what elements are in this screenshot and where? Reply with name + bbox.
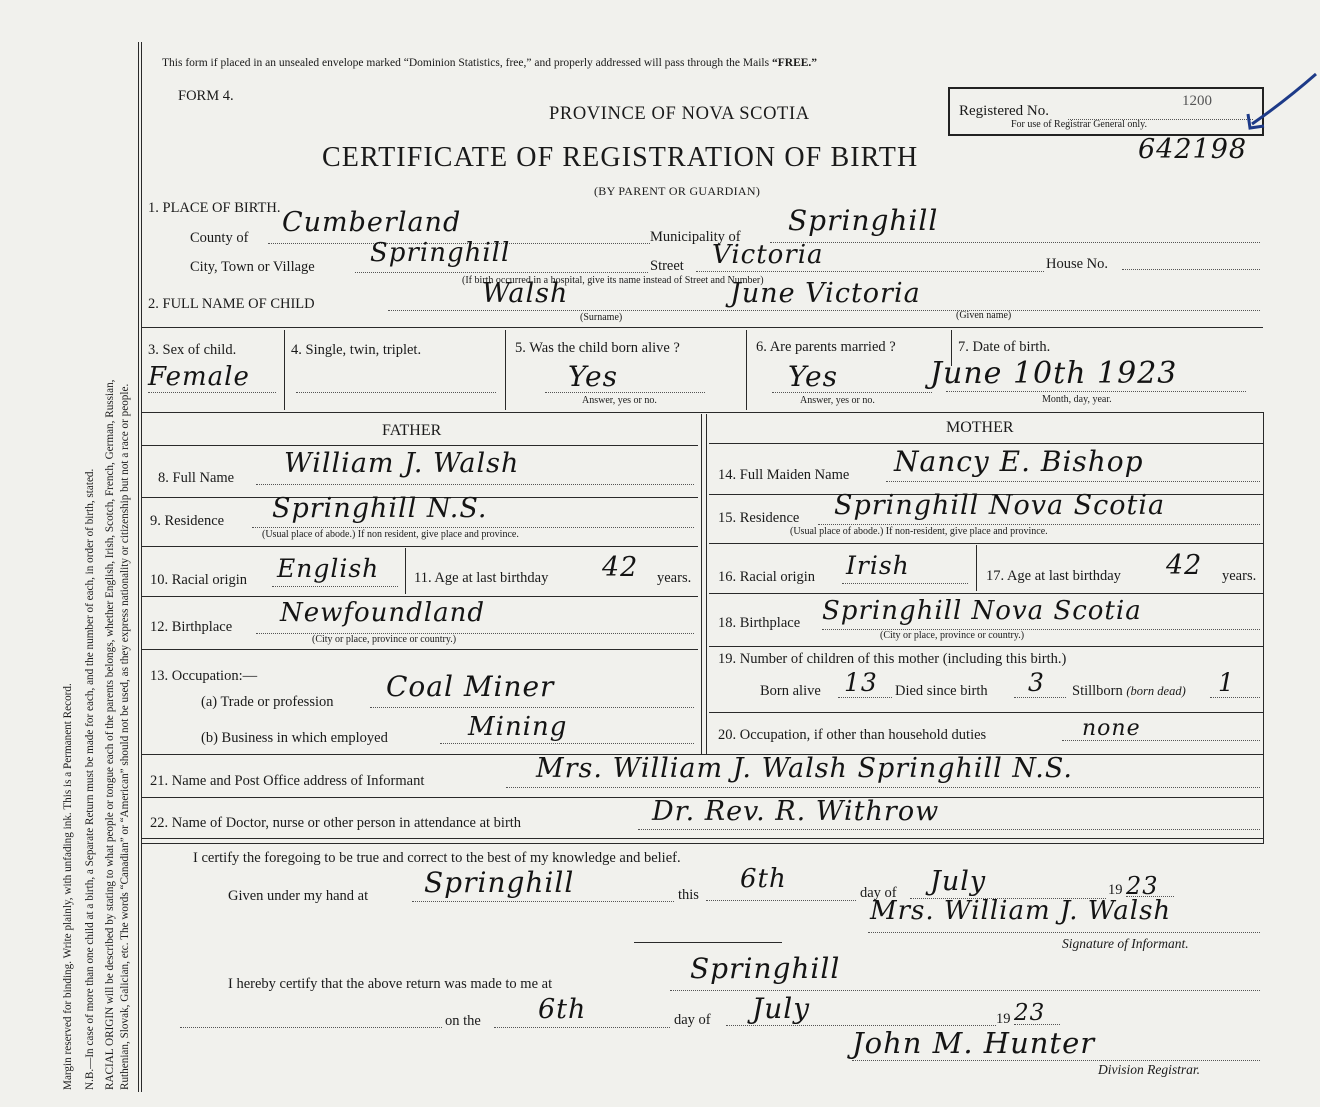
born-alive-note: Answer, yes or no. — [582, 395, 657, 406]
father-birthplace-label: 12. Birthplace — [150, 619, 233, 635]
father-race-value: English — [277, 554, 380, 583]
rule-5b — [141, 843, 1263, 844]
married-line — [772, 392, 932, 393]
father-residence-label: 9. Residence — [150, 513, 225, 529]
mother-died-value: 3 — [1028, 668, 1045, 697]
municipality-value: Springhill — [788, 204, 939, 237]
street-label: Street — [650, 258, 684, 274]
mother-occupation-label: 20. Occupation, if other than household duties — [718, 727, 987, 743]
registrar-place-line — [670, 990, 1260, 991]
father-occupation-label: 13. Occupation:— — [150, 668, 258, 684]
dob-value: June 10th 1923 — [930, 356, 1178, 391]
registrar-title: Division Registrar. — [1098, 1062, 1201, 1077]
mother-name-label: 14. Full Maiden Name — [718, 467, 850, 483]
checkmark-arrow-icon — [1238, 70, 1320, 134]
father-heading-rule — [141, 445, 698, 446]
mail-notice-text: This form if placed in an unsealed envelope marked “Dominion Statistics, free,” and properly addressed will pass through the Mails — [162, 57, 770, 69]
married-value: Yes — [788, 360, 838, 393]
registrar-day-of-label: day of — [674, 1012, 711, 1028]
province-heading: PROVINCE OF NOVA SCOTIA — [549, 104, 810, 124]
rule-v-3 — [746, 330, 747, 410]
form-right-border — [1263, 412, 1264, 844]
father-race-label: 10. Racial origin — [150, 572, 248, 588]
column-divider-inner — [706, 414, 707, 754]
child-given-name: June Victoria — [730, 278, 921, 309]
side-note-racial-2: Ruthenian, Slovak, Galician, etc. The words “Canadian” or “American” should not be used, as they express nationality or citizenship but not a race or people. — [119, 383, 131, 1090]
surname-note: (Surname) — [580, 312, 623, 323]
given-place-line — [412, 901, 674, 902]
mother-born-alive-label: Born alive — [760, 683, 821, 699]
born-alive-label: 5. Was the child born alive ? — [515, 340, 680, 356]
informant-signature-label: Signature of Informant. — [1062, 936, 1189, 951]
mother-rule-5 — [709, 712, 1263, 713]
mother-heading-rule — [709, 443, 1263, 444]
column-divider — [701, 414, 702, 754]
registrar-day-line — [494, 1027, 670, 1028]
mother-stillborn-line — [1210, 697, 1260, 698]
side-note-margin: Margin reserved for binding. Write plainly, with unfading ink. This is a Permanent Record. — [62, 683, 74, 1090]
given-month-value: July — [930, 866, 987, 897]
informant-signature: Mrs. William J. Walsh — [870, 896, 1172, 926]
given-under-label: Given under my hand at — [228, 888, 369, 904]
section-divider — [634, 942, 782, 943]
mother-rule-3 — [709, 593, 1263, 594]
given-day-line — [706, 900, 856, 901]
child-name-line — [388, 310, 1260, 311]
mother-age-label: 17. Age at last birthday — [986, 568, 1121, 584]
mother-died-label: Died since birth — [895, 683, 988, 699]
mother-birthplace-note: (City or place, province or country.) — [880, 630, 1025, 641]
mother-race-value: Irish — [846, 551, 910, 580]
father-residence-value: Springhill N.S. — [272, 493, 488, 524]
child-surname: Walsh — [482, 278, 569, 309]
registered-note: For use of Registrar General only. — [1011, 119, 1147, 130]
father-age-value: 42 — [602, 552, 639, 583]
mother-stillborn-value: 1 — [1218, 668, 1235, 697]
father-business-label: (b) Business in which employed — [201, 730, 388, 746]
father-birthplace-note: (City or place, province or country.) — [312, 634, 457, 645]
mother-heading: MOTHER — [946, 419, 1014, 436]
city-label: City, Town or Village — [190, 259, 315, 275]
hospital-note: (If birth occurred in a hospital, give its name instead of Street and Number) — [462, 275, 764, 286]
given-day-of-label: day of — [860, 885, 897, 901]
registered-line — [1068, 119, 1253, 120]
plurality-line — [296, 392, 496, 393]
dob-note: Month, day, year. — [1042, 394, 1112, 405]
father-heading: FATHER — [382, 422, 442, 439]
doctor-label: 22. Name of Doctor, nurse or other person in attendance at birth — [150, 815, 522, 831]
father-birthplace-value: Newfoundland — [280, 598, 486, 628]
given-this-label: this — [678, 887, 699, 903]
informant-label: 21. Name and Post Office address of Informant — [150, 773, 425, 789]
form-left-border-inner — [141, 42, 142, 1092]
informant-value: Mrs. William J. Walsh Springhill N.S. — [536, 753, 1074, 784]
given-year-value: 23 — [1126, 872, 1159, 900]
father-rule-2 — [141, 546, 698, 547]
mother-race-label: 16. Racial origin — [718, 569, 816, 585]
mother-name-line — [886, 481, 1260, 482]
father-name-value: William J. Walsh — [284, 448, 520, 479]
mother-race-line — [842, 583, 968, 584]
mother-rule-2 — [709, 543, 1263, 544]
registrar-year-prefix: 19 — [996, 1011, 1011, 1027]
mother-residence-value: Springhill Nova Scotia — [834, 490, 1166, 521]
rule-2 — [141, 412, 1263, 413]
father-name-line — [256, 484, 694, 485]
registrar-place-value: Springhill — [690, 952, 841, 985]
sex-label: 3. Sex of child. — [148, 342, 237, 358]
born-alive-line — [545, 392, 705, 393]
mother-children-label: 19. Number of children of this mother (including this birth.) — [718, 651, 1067, 667]
mother-stillborn-label — [1072, 683, 1186, 700]
given-place-value: Springhill — [424, 866, 575, 899]
dob-label: 7. Date of birth. — [958, 339, 1051, 355]
form-left-border — [138, 42, 139, 1092]
registered-label: Registered No. — [959, 103, 1049, 119]
registrar-statement: I hereby certify that the above return was made to me at — [228, 976, 553, 992]
father-trade-label: (a) Trade or profession — [201, 694, 334, 710]
mother-born-alive-line — [838, 697, 892, 698]
registrar-year-line — [1014, 1024, 1060, 1025]
registration-number-handwritten: 642198 — [1138, 134, 1248, 165]
given-name-note: (Given name) — [956, 310, 1012, 321]
informant-line — [506, 787, 1260, 788]
mother-residence-label: 15. Residence — [718, 510, 800, 526]
mother-stillborn-text: Stillborn — [1072, 683, 1123, 699]
mail-notice-free: “FREE.” — [771, 57, 818, 69]
sex-line — [148, 392, 276, 393]
mother-rule-4 — [709, 646, 1263, 647]
page-title: CERTIFICATE OF REGISTRATION OF BIRTH — [322, 142, 919, 173]
place-of-birth-label: 1. PLACE OF BIRTH. — [148, 200, 281, 216]
father-trade-value: Coal Miner — [386, 670, 555, 703]
given-year-prefix: 19 — [1108, 882, 1123, 898]
mother-stillborn-note: (born dead) — [1126, 684, 1186, 698]
registrar-month-value: July — [752, 992, 811, 1025]
county-label: County of — [190, 230, 249, 246]
mother-race-divider — [976, 545, 977, 591]
dob-line — [946, 391, 1246, 392]
mail-notice — [162, 57, 817, 69]
side-note-racial-1: RACIAL ORIGIN will be described by stating to what people or tongue each of the parents belongs, whether English, Irish, Scotch, French, German, Russian, — [104, 379, 116, 1090]
father-name-label: 8. Full Name — [158, 470, 235, 486]
registered-stamp: 1200 — [1182, 93, 1212, 109]
doctor-line — [638, 829, 1260, 830]
form-number: FORM 4. — [178, 88, 234, 104]
registrar-day-value: 6th — [538, 994, 587, 1025]
father-rule-3 — [141, 596, 698, 597]
mother-residence-note: (Usual place of abode.) If non-resident, give place and province. — [790, 526, 1048, 537]
street-value: Victoria — [712, 240, 824, 270]
rule-1 — [141, 327, 1263, 328]
municipality-line — [770, 242, 1260, 243]
mother-name-value: Nancy E. Bishop — [894, 445, 1144, 478]
registrar-signature-line — [852, 1060, 1260, 1061]
informant-signature-line — [868, 932, 1260, 933]
rule-v-1 — [284, 330, 285, 410]
father-race-line — [272, 586, 398, 587]
county-value: Cumberland — [282, 207, 462, 238]
father-age-label: 11. Age at last birthday — [414, 570, 549, 586]
mother-age-years: years. — [1222, 568, 1257, 584]
side-note-nb: N.B.—In case of more than one child at a birth, a Separate Return must be made for each, and the number of each, in order of birth, stated. — [84, 468, 96, 1090]
mother-residence-line — [818, 524, 1260, 525]
registrar-signature: John M. Hunter — [852, 1026, 1096, 1060]
registered-box — [948, 87, 1264, 136]
father-age-years: years. — [657, 570, 692, 586]
house-line — [1122, 269, 1260, 270]
rule-5 — [141, 838, 1263, 839]
certification-statement: I certify the foregoing to be true and correct to the best of my knowledge and belief. — [193, 850, 681, 866]
father-residence-note: (Usual place of abode.) If non resident, give place and province. — [262, 529, 519, 540]
city-value: Springhill — [370, 238, 511, 268]
municipality-label: Municipality of — [650, 229, 741, 245]
mother-born-alive-value: 13 — [844, 668, 878, 697]
mother-occupation-value: none — [1082, 716, 1141, 741]
registrar-year-value: 23 — [1014, 1000, 1046, 1026]
father-business-value: Mining — [468, 712, 568, 742]
married-label: 6. Are parents married ? — [756, 339, 896, 355]
page-subtitle: (BY PARENT OR GUARDIAN) — [594, 184, 761, 198]
father-trade-line — [370, 707, 694, 708]
sex-value: Female — [148, 362, 250, 392]
child-name-label: 2. FULL NAME OF CHILD — [148, 296, 315, 312]
father-rule-4 — [141, 649, 698, 650]
mother-birthplace-value: Springhill Nova Scotia — [822, 596, 1142, 626]
father-business-line — [440, 743, 694, 744]
plurality-label: 4. Single, twin, triplet. — [291, 342, 422, 358]
born-alive-value: Yes — [568, 360, 618, 393]
father-residence-line — [252, 527, 694, 528]
street-line — [696, 271, 1044, 272]
mother-age-value: 42 — [1166, 550, 1203, 581]
registrar-blank-line — [180, 1027, 442, 1028]
mother-birthplace-label: 18. Birthplace — [718, 615, 801, 631]
married-note: Answer, yes or no. — [800, 395, 875, 406]
father-race-divider — [405, 548, 406, 594]
mother-died-line — [1014, 697, 1066, 698]
house-label: House No. — [1046, 256, 1109, 272]
given-day-value: 6th — [740, 864, 787, 894]
rule-v-2 — [505, 330, 506, 410]
doctor-value: Dr. Rev. R. Withrow — [652, 796, 940, 827]
city-line — [355, 272, 648, 273]
registrar-on-the-label: on the — [445, 1013, 481, 1029]
